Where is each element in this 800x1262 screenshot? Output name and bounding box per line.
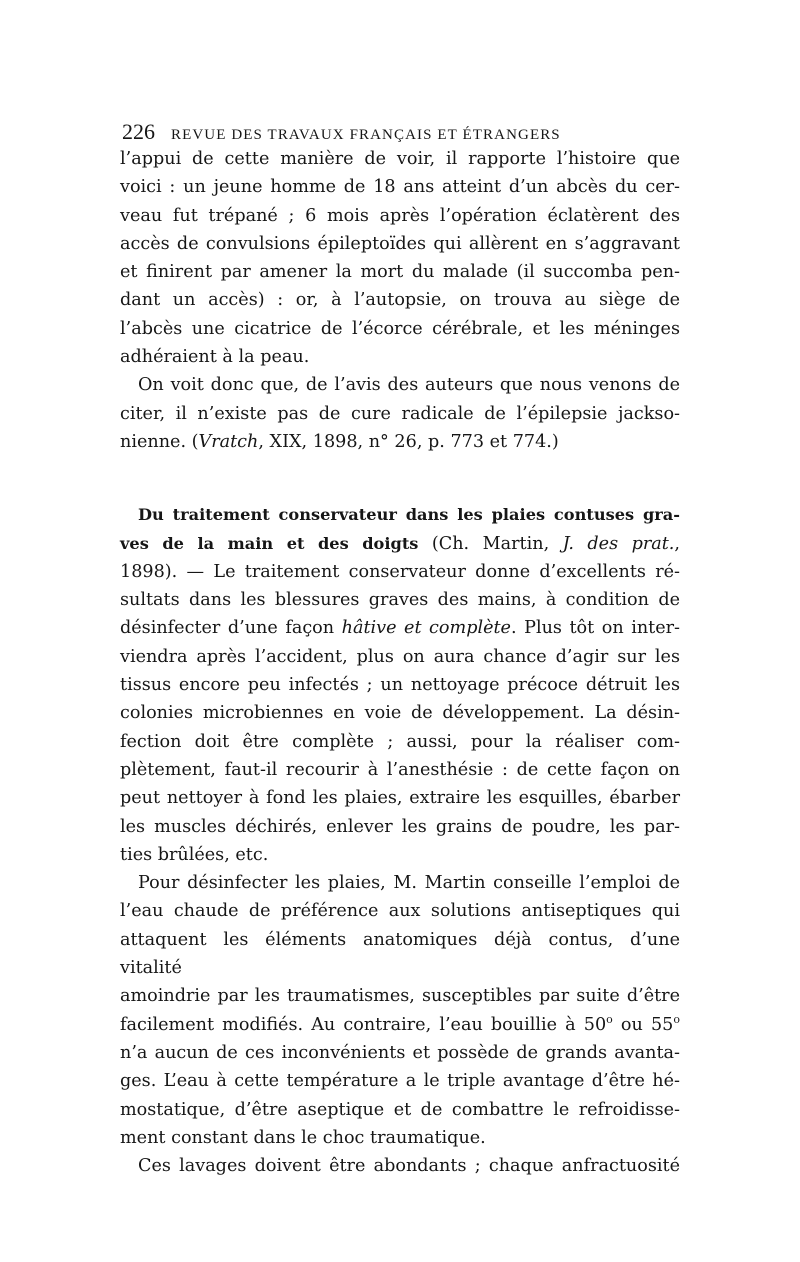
text-line: colonies microbiennes en voie de développement. La désin- <box>120 703 680 724</box>
text-line: attaquent les éléments anatomiques déjà contus, d’une vitalité <box>120 929 680 979</box>
text-segment: (Ch. Martin, <box>418 533 563 554</box>
paragraph-lavages <box>120 1152 680 1180</box>
text-segment: facilement modifiés. Au contraire, l’eau bouillie à 50 <box>120 1014 607 1035</box>
text-segment: désinfecter d’une façon <box>120 618 342 639</box>
emphasis: hâtive et complète <box>341 618 511 639</box>
text-line: dant un accès) : or, à l’autopsie, on trouva au siège de <box>120 290 680 311</box>
text-line: fection doit être complète ; aussi, pour la réaliser com- <box>120 731 680 752</box>
text-line: ges. L’eau à cette température a le triple avantage d’être hé- <box>120 1071 680 1092</box>
text-line: ties brûlées, etc. <box>120 844 269 865</box>
section-gap <box>120 456 680 501</box>
text-line: voici : un jeune homme de 18 ans atteint d’un abcès du cer- <box>120 177 680 198</box>
text-line: sultats dans les blessures graves des mains, à condition de <box>120 590 680 611</box>
text-line: n’a aucun de ces inconvénients et possède de grands avanta- <box>120 1042 680 1063</box>
text-line: plètement, faut-il recourir à l’anesthésie : de cette façon on <box>120 759 680 780</box>
degree-superscript: o <box>673 1012 681 1026</box>
paragraph-hot-water <box>120 869 680 1152</box>
text-line: viendra après l’accident, plus on aura chance d’agir sur les <box>120 646 680 667</box>
text-line: l’eau chaude de préférence aux solutions antiseptiques qui <box>120 901 680 922</box>
text-line: Ces lavages doivent être abondants ; chaque anfractuosité <box>138 1156 680 1177</box>
text-line: On voit donc que, de l’avis des auteurs que nous venons de <box>138 375 680 396</box>
text-line: l’appui de cette manière de voir, il rapporte l’histoire que <box>120 149 680 169</box>
text-line-temperature <box>120 1011 680 1039</box>
text-line: les muscles déchirés, enlever les grains de poudre, les par- <box>120 816 680 837</box>
text-segment: , XIX, 1898, n° 26, p. 773 et 774.) <box>258 431 559 452</box>
text-line: tissus encore peu infectés ; un nettoyage précoce détruit les <box>120 675 680 696</box>
text-line: ment constant dans le choc traumatique. <box>120 1127 486 1148</box>
paragraph-epilepsy-case <box>120 145 680 371</box>
text-line: Pour désinfecter les plaies, M. Martin conseille l’emploi de <box>138 873 680 894</box>
page-number: 226 <box>122 119 155 144</box>
text-line-citation <box>120 428 680 456</box>
text-line <box>120 614 680 642</box>
paragraph-conservative-treatment <box>120 501 680 869</box>
text-line: et finirent par amener la mort du malade (il succomba pen- <box>120 262 680 283</box>
article-heading-line <box>120 530 680 558</box>
text-segment: , <box>674 533 680 554</box>
text-segment: nienne. ( <box>120 431 199 452</box>
text-line: 1898). — Le traitement conservateur donne d’excellents ré- <box>120 561 680 582</box>
journal-title: Vratch <box>198 431 259 452</box>
text-line: accès de convulsions épileptoïdes qui allèrent en s’aggravant <box>120 233 680 254</box>
text-line: amoindrie par les traumatismes, susceptibles par suite d’être <box>120 986 680 1007</box>
text-segment: . Plus tôt on inter- <box>510 618 680 639</box>
text-line: l’abcès une cicatrice de l’écorce cérébrale, et les méninges <box>120 318 680 339</box>
running-title: REVUE DES TRAVAUX FRANÇAIS ET ÉTRANGERS <box>171 127 561 143</box>
page-body <box>120 145 680 1180</box>
text-segment: ou 55 <box>612 1014 674 1035</box>
degree-superscript: o <box>606 1012 613 1026</box>
journal-title: J. des prat. <box>562 533 675 554</box>
text-line: adhéraient à la peau. <box>120 347 310 368</box>
article-heading: ves de la main et des doigts <box>120 533 419 553</box>
text-line: peut nettoyer à fond les plaies, extraire les esquilles, ébarber <box>120 788 680 809</box>
text-line: citer, il n’existe pas de cure radicale de l’épilepsie jackso- <box>120 403 680 424</box>
article-heading: Du traitement conservateur dans les plaies contuses gra- <box>138 505 680 525</box>
text-line: mostatique, d’être aseptique et de combattre le refroidisse- <box>120 1099 680 1120</box>
text-line: veau fut trépané ; 6 mois après l’opération éclatèrent des <box>120 205 680 226</box>
paragraph-conclusion <box>120 371 680 456</box>
article-heading-line <box>120 501 680 529</box>
